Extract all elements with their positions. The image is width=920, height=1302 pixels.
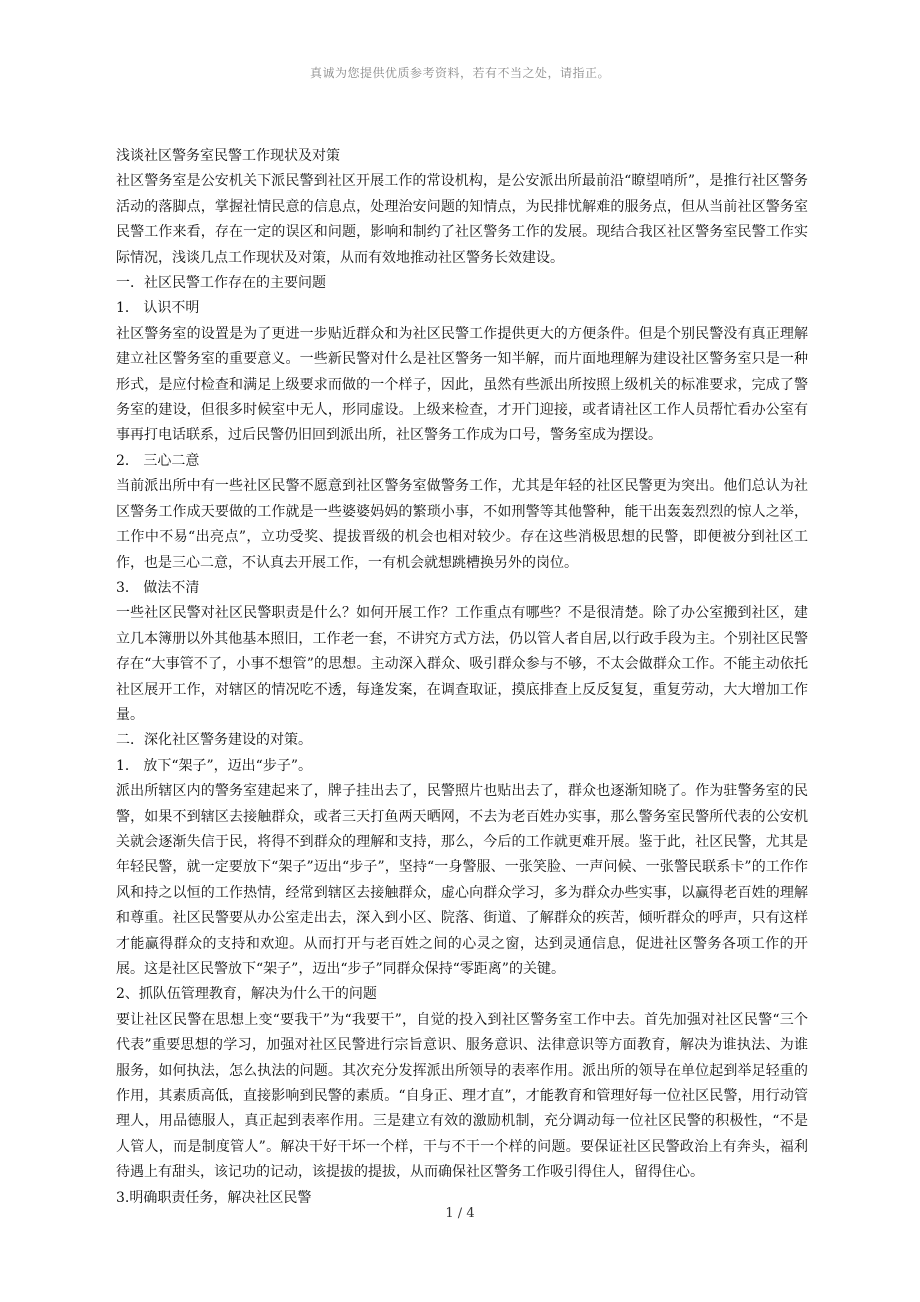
section-heading-countermeasures: 二．深化社区警务建设的对策。 (116, 732, 312, 749)
section-heading-problems: 一．社区民警工作存在的主要问题 (116, 275, 326, 292)
page-number: 1 / 4 (445, 1206, 475, 1221)
document-body (116, 144, 808, 1211)
subheading-half-hearted: 2． 三心二意 (116, 452, 200, 469)
subheading-clarify-duties: 3.明确职责任务，解决社区民警 (116, 1189, 312, 1206)
paragraph-step-out: 派出所辖区内的警务室建起来了，牌子挂出去了，民警照片也贴出去了，群众也逐渐知晓了。作为驻警务室的民警，如果不到辖区去接触群众，或者三天打鱼两天晒网，不去为老百姓办实事，那么警务室民警所代表的公安机关就会逐渐失信于民，将得不到群众的理解和支持，那么，今后的工作就更难开展。鉴于此，社区民警，尤其是年轻民警，就一定要放下“架子”迈出“步子”，坚持“一身警服、一张笑脸、一声问候、一张警民联系卡”的工作作风和持之以恒的工作热情，经常到辖区去接触群众，虚心向群众学习，多为群众办些实事，以赢得老百姓的理解和尊重。社区民警要从办公室走出去，深入到小区、院落、街道、了解群众的疾苦，倾听群众的呼声，只有这样才能赢得群众的支持和欢迎。从而打开与老百姓之间的心灵之窗，达到灵通信息，促进社区警务各项工作的开展。这是社区民警放下“架子”，迈出“步子”同群众保持“零距离”的关键。 (116, 783, 808, 977)
page-header-notice: 真诚为您提供优质参考资料，若有不当之处，请指正。 (309, 66, 610, 80)
paragraph-team-management: 要让社区民警在思想上变“要我干”为“我要干”，自觉的投入到社区警务室工作中去。首先加强对社区民警“三个代表”重要思想的学习，加强对社区民警进行宗旨意识、服务意识、法律意识等方面教育，解决为谁执法、为谁服务，如何执法，怎么执法的问题。其次充分发挥派出所领导的表率作用。派出所的领导在单位起到举足轻重的作用，其素质高低，直接影响到民警的素质。“自身正、理才直”，才能教育和管理好每一位社区民警，用行动管理人，用品德服人，真正起到表率作用。三是建立有效的激励机制，充分调动每一位社区民警的积极性，“不是人管人，而是制度管人”。解决干好干坏一个样，干与不干一个样的问题。要保证社区民警政治上有奔头，福利待遇上有甜头，该记功的记动，该提拔的提拔，从而确保社区警务工作吸引得住人，留得住心。 (116, 1011, 808, 1181)
subheading-unclear-understanding: 1． 认识不明 (116, 300, 200, 317)
paragraph-unclear-understanding: 社区警务室的设置是为了更进一步贴近群众和为社区民警工作提供更大的方便条件。但是个别民警没有真正理解建立社区警务室的重要意义。一些新民警对什么是社区警务一知半解，而片面地理解为建设社区警务室只是一种形式，是应付检查和满足上级要求而做的一个样子，因此，虽然有些派出所按照上级机关的标准要求，完成了警务室的建设，但很多时候室中无人，形同虚设。上级来检查，才开门迎接，或者请社区工作人员帮忙看办公室有事再打电话联系，过后民警仍旧回到派出所，社区警务工作成为口号，警务室成为摆设。 (116, 325, 808, 444)
subheading-step-out: 1． 放下“架子”，迈出“步子”。 (116, 757, 312, 774)
document-title: 浅谈社区警务室民警工作现状及对策 (116, 148, 340, 164)
paragraph-intro: 社区警务室是公安机关下派民警到社区开展工作的常设机构，是公安派出所最前沿“瞭望哨所”，是推行社区警务活动的落脚点，掌握社情民意的信息点，处理治安问题的知情点，为民排忧解难的服务点，但从当前社区警务室民警工作来看，存在一定的误区和问题，影响和制约了社区警务工作的发展。现结合我区社区警务室民警工作实际情况，浅谈几点工作现状及对策，从而有效地推动社区警务长效建设。 (116, 173, 808, 266)
subheading-team-management: 2、抓队伍管理教育，解决为什么干的问题 (116, 986, 377, 1003)
subheading-unclear-methods: 3． 做法不清 (116, 579, 200, 596)
paragraph-half-hearted: 当前派出所中有一些社区民警不愿意到社区警务室做警务工作，尤其是年轻的社区民警更为突出。他们总认为社区警务工作成天要做的工作就是一些婆婆妈妈的繁琐小事，不如刑警等其他警种，能干出轰轰烈烈的惊人之举，工作中不易“出亮点”，立功受奖、提拔晋级的机会也相对较少。存在这些消极思想的民警，即便被分到社区工作，也是三心二意，不认真去开展工作，一有机会就想跳槽换另外的岗位。 (116, 478, 808, 571)
paragraph-unclear-methods: 一些社区民警对社区民警职责是什么？如何开展工作？工作重点有哪些？不是很清楚。除了办公室搬到社区，建立几本簿册以外其他基本照旧，工作老一套，不讲究方式方法，仍以管人者自居,以行政手段为主。个别社区民警存在“大事管不了，小事不想管”的思想。主动深入群众、吸引群众参与不够，不太会做群众工作。不能主动依托社区展开工作，对辖区的情况吃不透，每逢发案，在调查取证，摸底排查上反反复复，重复劳动，大大增加工作量。 (116, 605, 808, 723)
